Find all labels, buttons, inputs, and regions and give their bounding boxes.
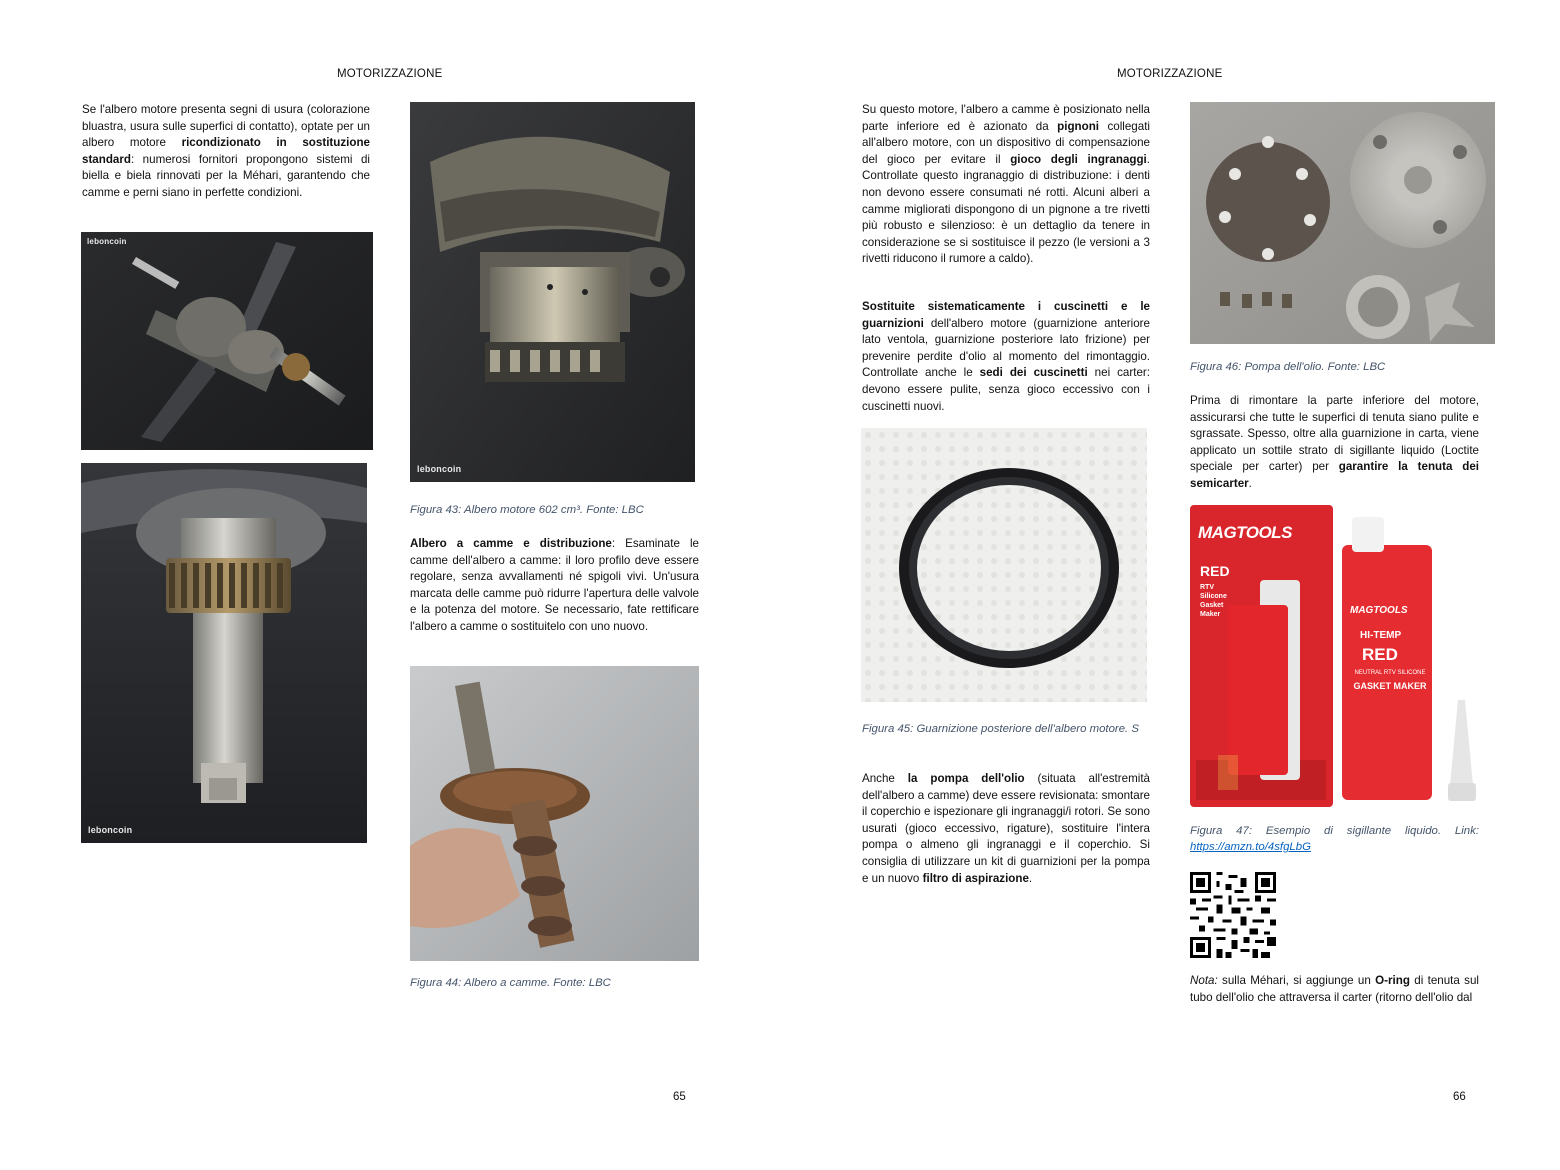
amazon-link[interactable]: https://amzn.to/4sfgLbG [1190, 841, 1311, 853]
caption-figure-44: Figura 44: Albero a camme. Fonte: LBC [410, 977, 611, 989]
qr-code[interactable] [1190, 872, 1276, 958]
caption-figure-47: Figura 47: Esempio di sigillante liquido. Link: https://amzn.to/4sfgLbG [1190, 825, 1479, 853]
tube-gasket: GASKET MAKER [1353, 681, 1427, 691]
oil-pump-photo [1190, 102, 1495, 344]
paragraph-sealant: Prima di rimontare la parte inferiore del motore, assicurarsi che tutte le superfici di tenuta siano pulite e sgrassate. Spesso, oltre alla guarnizione in carta, viene applicato un sottile strato di sigillante liquido (Loctite speciale per carter) per garantire la tenuta dei semicarter. [1190, 394, 1479, 490]
page-header: MOTORIZZAZIONE [337, 68, 443, 80]
caption-figure-46: Figura 46: Pompa dell'olio. Fonte: LBC [1190, 361, 1386, 373]
caption-figure-43: Figura 43: Albero motore 602 cm³. Fonte: LBC [410, 504, 644, 516]
crankshaft-photo-1 [81, 232, 373, 450]
paragraph-oil-pump: Anche la pompa dell'olio (situata all'estremità dell'albero a camme) deve essere revisionata: smontare il coperchio e ispezionare gli ingranaggi/i rotori. Se sono usurati (gioco eccessivo, rigature), sostituire l'intera pompa o almeno gli ingranaggi e il coperchio. Si consiglia di utilizzare un kit di guarnizioni per la pompa e un nuovo filtro di aspirazione. [862, 772, 1150, 885]
tube-brand: MAGTOOLS [1350, 605, 1408, 616]
product-rtv-label: RTV Silicone Gasket Maker [1200, 584, 1227, 618]
tube-red: RED [1362, 645, 1398, 664]
product-brand: MAGTOOLS [1198, 523, 1292, 542]
crankshaft-photo-2 [81, 463, 367, 843]
leboncoin-watermark: leboncoin [88, 825, 133, 835]
page-number: 65 [673, 1091, 686, 1103]
page-header: MOTORIZZAZIONE [1117, 68, 1223, 80]
caption-figure-45: Figura 45: Guarnizione posteriore dell'albero motore. S [862, 723, 1139, 735]
paragraph-crankshaft: Se l'albero motore presenta segni di usura (colorazione bluastra, usura sulle superfici di contatto), optate per un albero motore ricondizionato in sostituzione standard: numerosi fornitori propongono sistemi di biella e biela rinnovati per la Méhari, garantendo che camme e perni siano in perfette condizioni. [82, 103, 370, 199]
tube-hitemp: HI-TEMP [1360, 630, 1402, 641]
leboncoin-watermark: leboncoin [417, 464, 462, 474]
paragraph-distribution: Su questo motore, l'albero a camme è posizionato nella parte inferiore ed è azionato da pignoni collegati all'albero motore, con un dispositivo di compensazione del gioco per evitare il gioco degli ingranaggi. Controllate questo ingranaggio di distribuzione: i denti non devono essere consumati né rotti. Alcuni alberi a camme migliorati dispongono di un pignone a tre rivetti più robusto e silenzioso: è un dettaglio da tenere in considerazione se si sostituisce il pezzo (le versioni a 3 rivetti riducono il rumore a caldo). [862, 103, 1151, 266]
sealant-product-photo [1190, 505, 1495, 807]
paragraph-note: Nota: sulla Méhari, si aggiunge un O-ring di tenuta sul tubo dell'olio che attraversa il carter (ritorno dell'olio dal [1190, 974, 1479, 1004]
camshaft-photo [410, 666, 699, 961]
leboncoin-watermark: leboncoin [87, 237, 127, 246]
paragraph-camshaft: Albero a camme e distribuzione: Esaminate le camme dell'albero a camme: il loro profilo deve essere regolare, senza avvallamenti né spigoli vivi. Un'usura marcata delle camme può ridurre l'apertura delle valvole e la potenza del motore. Se necessario, fate rettificare l'albero a camme o sostituitelo con uno nuovo. [410, 537, 699, 633]
product-red-label: RED [1200, 563, 1230, 579]
oil-seal-photo [861, 428, 1147, 702]
right-page [780, 0, 1560, 1170]
paragraph-bearings: Sostituite sistematicamente i cuscinetti e le guarnizioni dell'albero motore (guarnizione anteriore lato ventola, guarnizione posteriore lato frizione) per prevenire perdite d'olio al momento del rimontaggio. Controllate anche le sedi dei cuscinetti nei carter: devono essere pulite, senza gioco eccessivo con i cuscinetti nuovi. [862, 300, 1150, 413]
page-number: 66 [1453, 1091, 1466, 1103]
tube-neutral: NEUTRAL RTV SILICONE [1354, 670, 1426, 676]
crankshaft-photo-3 [410, 102, 695, 482]
